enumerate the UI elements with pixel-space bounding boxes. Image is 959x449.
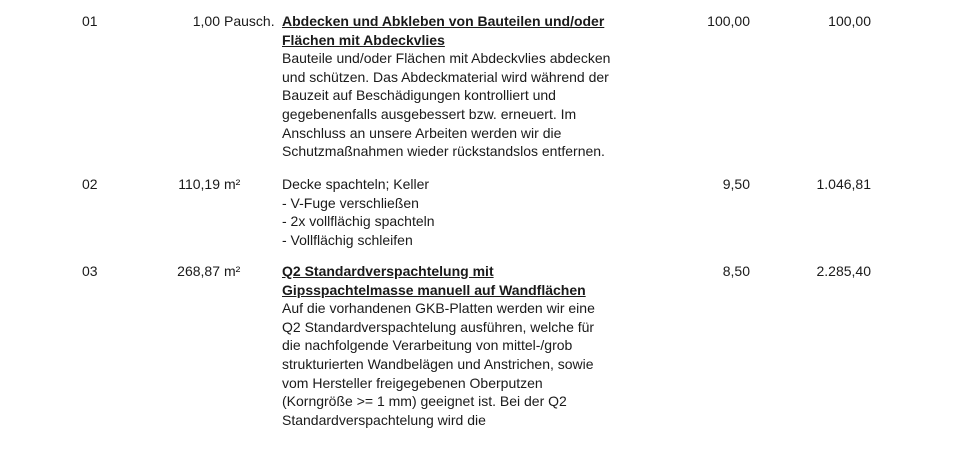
position-text-line: Auf die vorhandenen GKB-Platten werden wir eine <box>282 300 595 317</box>
position-description <box>282 12 682 161</box>
position-title-line: Gipsspachtelmasse manuell auf Wandflächen <box>282 281 586 298</box>
position-title-line: Abdecken und Abkleben von Bauteilen und/oder <box>282 13 605 29</box>
position-total-price: 100,00 <box>828 13 871 29</box>
position-number: 02 <box>82 176 98 192</box>
position-quantity: 1,00 <box>192 13 220 29</box>
position-text-line: (Korngröße >= 1 mm) geeignet ist. Bei der Q2 <box>282 393 567 410</box>
position-unit: Pausch. <box>224 13 275 29</box>
position-text-line: Standardverspachtelung wird die <box>282 411 486 428</box>
position-unit: m² <box>224 263 241 279</box>
position-text-line: Schutzmaßnahmen wieder rückstandslos entfernen. <box>282 143 605 160</box>
position-text-line: Q2 Standardverspachtelung ausführen, welche für <box>282 318 595 335</box>
position-text-line: - Vollflächig schleifen <box>282 231 413 248</box>
position-text-line: Anschluss an unsere Arbeiten werden wir die <box>282 124 562 141</box>
position-unit-price: 100,00 <box>707 13 750 29</box>
position-unit-price: 9,50 <box>722 176 750 192</box>
position-unit: m² <box>224 176 241 192</box>
position-quantity: 110,19 <box>178 176 220 192</box>
position-number: 01 <box>82 13 98 29</box>
position-unit-price: 8,50 <box>722 263 750 279</box>
position-title-line: Q2 Standardverspachtelung mit <box>282 263 494 279</box>
position-text-line: Bauteile und/oder Flächen mit Abdeckvlies abdecken <box>282 50 611 67</box>
position-text-line: gegebenenfalls ausgebessert bzw. erneuert. Im <box>282 105 577 122</box>
position-description <box>282 175 682 249</box>
position-text-line: - V-Fuge verschließen <box>282 194 419 211</box>
position-total-price: 1.046,81 <box>816 176 871 192</box>
position-quantity: 268,87 <box>177 263 220 279</box>
position-text-line: strukturierten Wandbelägen und Anstrichen, sowie <box>282 355 594 372</box>
position-text-line: - 2x vollflächig spachteln <box>282 213 435 230</box>
position-text-line: Decke spachteln; Keller <box>282 176 430 192</box>
position-number: 03 <box>82 263 98 279</box>
position-text-line: die nachfolgende Verarbeitung von mittel-/grob <box>282 337 573 354</box>
position-title-line: Flächen mit Abdeckvlies <box>282 31 445 48</box>
position-text-line: Bauzeit auf Beschädigungen kontrolliert und <box>282 87 556 104</box>
position-text-line: und schützen. Das Abdeckmaterial wird während der <box>282 68 609 85</box>
position-description <box>282 262 682 429</box>
position-text-line: vom Hersteller freigegebenen Oberputzen <box>282 374 543 391</box>
position-total-price: 2.285,40 <box>816 263 871 279</box>
